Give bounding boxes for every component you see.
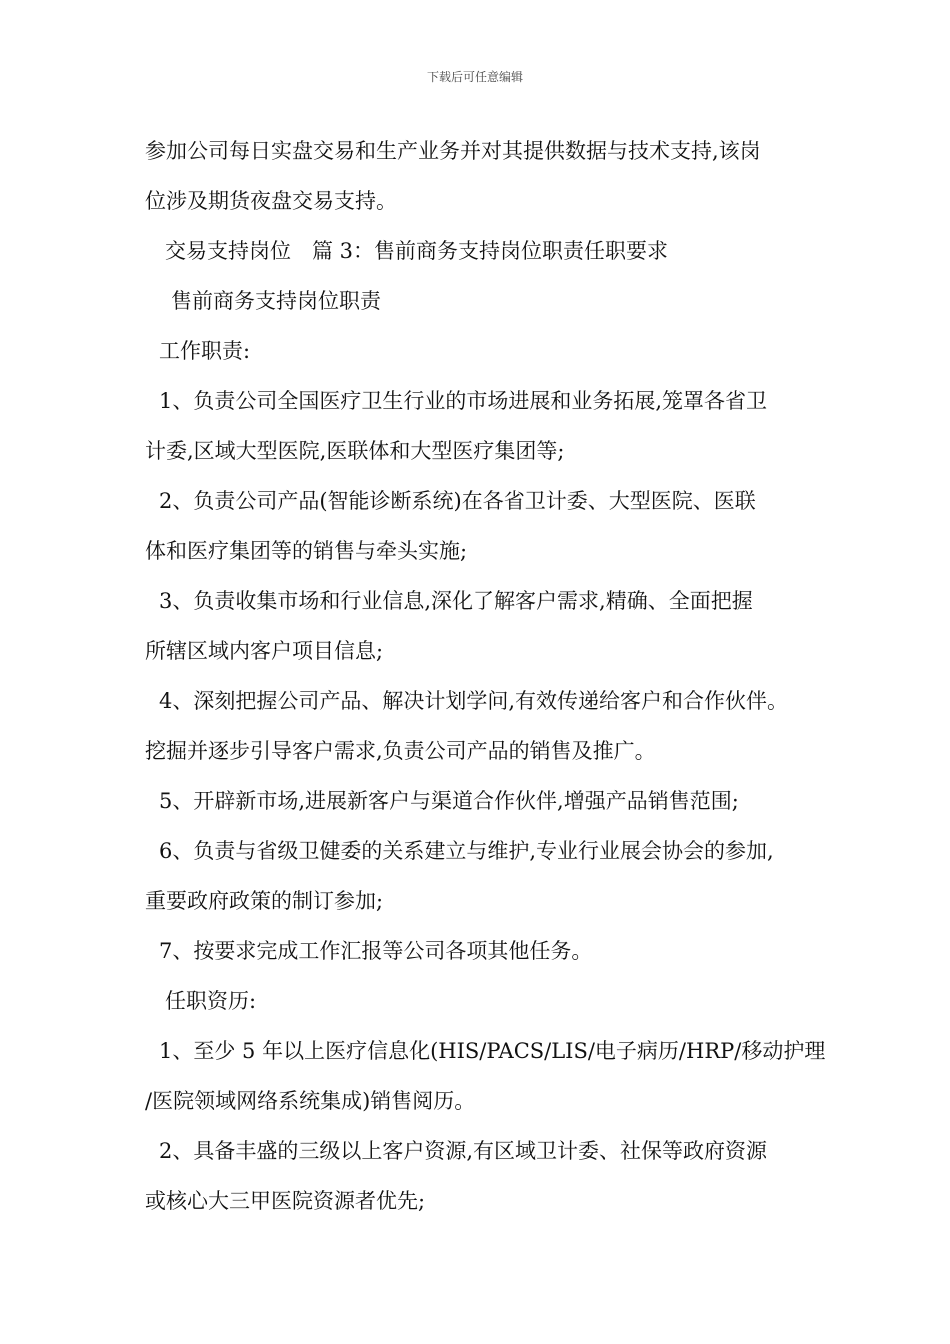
list-item: 3、负责收集市场和行业信息,深化了解客户需求,精确、全面把握 bbox=[159, 589, 753, 613]
list-item: 4、深刻把握公司产品、解决计划学问,有效传递给客户和合作伙伴。 bbox=[159, 689, 789, 713]
list-item-continuation: 所辖区域内客户项目信息; bbox=[145, 639, 384, 663]
list-item: 2、具备丰盛的三级以上客户资源,有区域卫计委、社保等政府资源 bbox=[159, 1139, 768, 1163]
document-body bbox=[145, 126, 835, 1226]
list-item: 1、至少 5 年以上医疗信息化(HIS/PACS/LIS/电子病历/HRP/移动护理 bbox=[159, 1039, 826, 1063]
list-item-continuation: 体和医疗集团等的销售与牵头实施; bbox=[145, 539, 468, 563]
list-item-continuation: 或核心大三甲医院资源者优先; bbox=[145, 1189, 426, 1213]
list-item: 6、负责与省级卫健委的关系建立与维护,专业行业展会协会的参加, bbox=[159, 839, 774, 863]
page-header: 下载后可任意编辑 bbox=[426, 70, 523, 84]
section-subtitle: 售前商务支持岗位职责 bbox=[171, 289, 381, 313]
list-item: 1、负责公司全国医疗卫生行业的市场进展和业务拓展,笼罩各省卫 bbox=[159, 389, 768, 413]
list-item-continuation: 重要政府政策的制订参加; bbox=[145, 889, 384, 913]
list-item: 2、负责公司产品(智能诊断系统)在各省卫计委、大型医院、医联 bbox=[159, 489, 756, 513]
list-item-continuation: /医院领域网络系统集成)销售阅历。 bbox=[145, 1089, 476, 1113]
list-item: 5、开辟新市场,进展新客户与渠道合作伙伴,增强产品销售范围; bbox=[159, 789, 739, 813]
list-item-continuation: 计委,区域大型医院,医联体和大型医疗集团等; bbox=[145, 439, 565, 463]
list-item-continuation: 挖掘并逐步引导客户需求,负责公司产品的销售及推广。 bbox=[145, 739, 656, 763]
section-heading: 工作职责: bbox=[159, 339, 251, 363]
section-title: 交易支持岗位 篇 3：售前商务支持岗位职责任职要求 bbox=[165, 239, 669, 263]
paragraph-line: 位涉及期货夜盘交易支持。 bbox=[145, 189, 397, 213]
list-item: 7、按要求完成工作汇报等公司各项其他任务。 bbox=[159, 939, 593, 963]
paragraph-line: 参加公司每日实盘交易和生产业务并对其提供数据与技术支持,该岗 bbox=[145, 139, 761, 163]
section-heading: 任职资历: bbox=[165, 989, 257, 1013]
